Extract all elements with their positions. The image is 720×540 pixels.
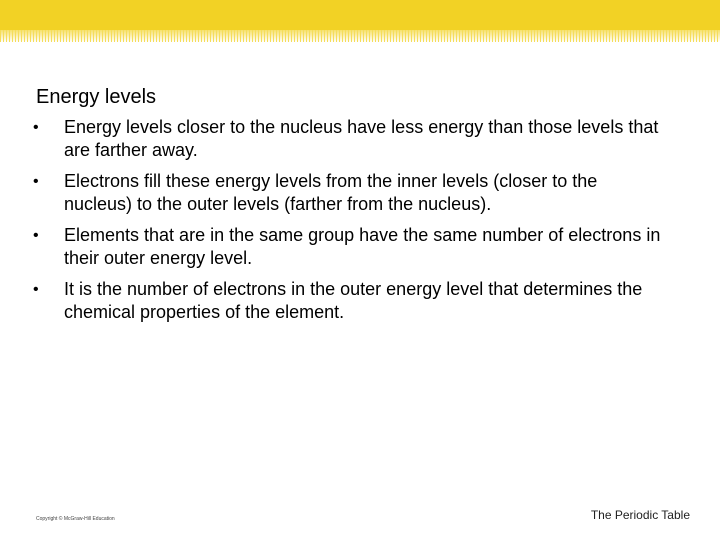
bullet-item	[30, 116, 670, 162]
copyright-notice: Copyright © McGraw-Hill Education	[36, 516, 115, 522]
bullet-marker-icon: •	[33, 227, 39, 244]
section-label: The Periodic Table	[590, 508, 690, 522]
bullet-item	[30, 224, 670, 270]
slide-title: Energy levels	[36, 86, 157, 108]
bullet-marker-icon: •	[33, 119, 39, 136]
bullet-marker-icon: •	[33, 173, 39, 190]
bullet-text: Electrons fill these energy levels from the inner levels (closer to the nucleus) to the outer levels (farther from the nucleus).	[64, 171, 598, 214]
top-banner	[0, 0, 720, 30]
bullet-item	[30, 278, 670, 324]
bullet-marker-icon: •	[33, 281, 39, 298]
bullet-item	[30, 170, 670, 216]
bullet-text: Energy levels closer to the nucleus have less energy than those levels that are farther away.	[64, 117, 659, 160]
bullet-list	[30, 116, 670, 332]
bullet-text: It is the number of electrons in the outer energy level that determines the chemical properties of the element.	[64, 279, 643, 322]
bullet-text: Elements that are in the same group have the same number of electrons in their outer energy level.	[64, 225, 661, 268]
top-banner-fade	[0, 30, 720, 42]
